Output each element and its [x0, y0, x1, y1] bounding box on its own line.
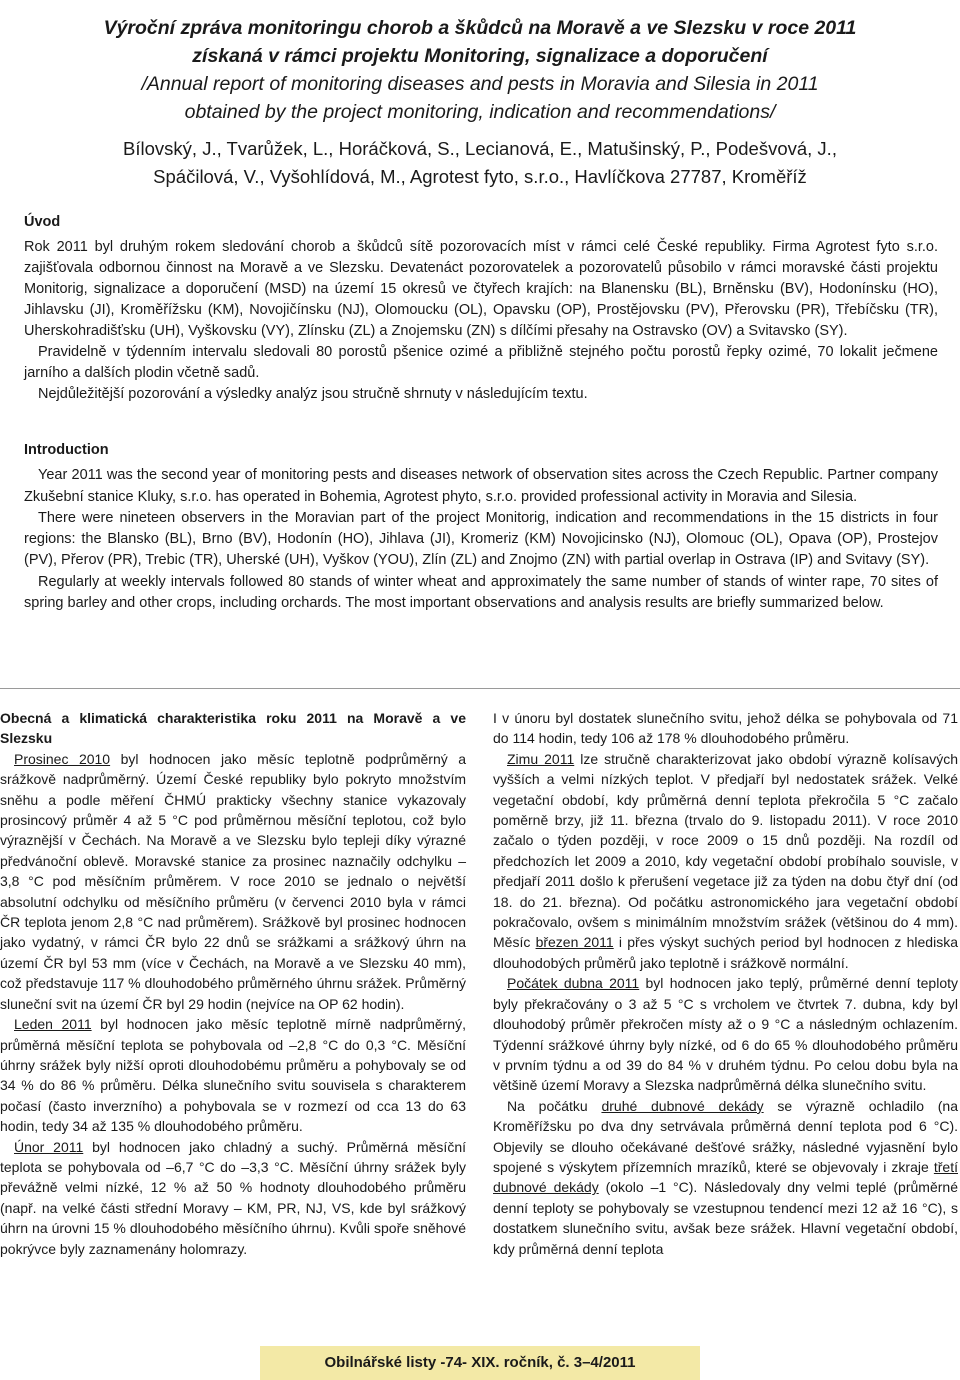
right-paragraph-3-text-c: (okolo –1 °C). Následovaly dny velmi teplé (průměrné denní teploty se pohybovaly se vzestupnou tendencí mezi 12 až 16 °C), s dostatkem slunečního svitu, avšak beze srážek. Hlavní vegetační období, kdy průměrná denní teplota [493, 1179, 958, 1257]
intro-cz-paragraph-1: Rok 2011 byl druhým rokem sledování chorob a škůdců sítě pozorovacích míst v rámci celé České republiky. Firma Agrotest fyto s.r.o. zajišťovala odbornou činnost na Moravě a ve Slezsku. Devatenáct pozorovatelek a pozorovatelů působilo v rámci moravské části projektu Monitorig, signalizace a doporučení (MSD) na území 15 okresů ve čtyřech krajích: na Blanensku (BL), Brněnsku (BV), Hodonínsku (HO), Jihlavsku (JI), Kroměřížsku (KM), Novojičínsku (NJ), Olomoucku (OL), Opavsku (OP), Prostějovsku (PV), Přerovsku (PR), Třebíčsku (TR), Uherskohradišťsku (UH), Vyškovsku (VY), Zlínsku (ZL) a Znojemsku (ZN) s dílčími přesahy na Ostravsko (OV) a Svitavsko (SY). [24, 239, 938, 339]
intro-cz-paragraph-3: Nejdůležitější pozorování a výsledky analýz jsou stručně shrnuty v následujícím textu. [38, 386, 588, 402]
journal-footer: Obilnářské listy -74- XIX. ročník, č. 3–4/2011 [260, 1346, 700, 1380]
left-paragraph-3-text: byl hodnocen jako chladný a suchý. Průměrná měsíční teplota se pohybovala od –6,7 °C do –3,3 °C. Měsíční úhrny srážek byly převážně velmi nízké, 12 % až 50 % hodnoty dlouhodobého průměru (např. na velké části střední Moravy – KM, PR, NJ, VS, kde byl srážkový úhrn na úrovni 15 % dlouhodobého měsíčního úhrnu). Kvůli spoře sněhové pokrývce byly zaznamenány holomrazy. [0, 1138, 466, 1257]
january-2011-label: Leden 2011 [14, 1016, 92, 1033]
left-paragraph-3 [0, 1137, 466, 1259]
right-paragraph-1-text: lze stručně charakterizovat jako období výrazně kolísavých vyšších a velmi nízkých teplot. V předjaří byl nedostatek srážek. Velké vegetační období, kdy průměrná denní teplota překročila 5 °C začalo poměrně brzy, již 11. března (trvalo do 9. listopadu 2011). V roce 2010 začalo o týden později, v roce 2009 o 15 dnů později. Na rozdíl od předchozích let 2009 a 2010, kdy vegetační období probíhalo souvisle, v předjaří 2011 došlo k přerušení vegetace již za týden na dobu čtyř dní (od 18. do 21. března). Od počátku astronomického jara vegetační období pokračovalo, ovšem s minimálním množstvím srážek (většinou do 4 mm). Měsíc [493, 750, 958, 951]
intro-en-heading: Introduction [24, 442, 109, 458]
left-column [0, 708, 466, 1259]
climate-heading: Obecná a klimatická charakteristika roku 2011 na Moravě a ve Slezsku [0, 710, 466, 747]
title-cz-line-1: Výroční zpráva monitoringu chorob a škůdců na Moravě a ve Slezsku v roce 2011 [103, 17, 857, 39]
left-paragraph-2-text: byl hodnocen jako měsíc teplotně mírně nadprůměrný, průměrná měsíční teplota se pohybovala od –2,8 °C do 0,3 °C. Měsíční úhrny srážek byly nižší oproti dlouhodobému průměru a pohybovaly se od 34 % do 86 % průměru. Délka slunečního svitu souvisela s charakterem počasí (často inverzního) a pohybovala se v rozmezí od cca 13 do 63 hodin, tedy 34 až 135 % dlouhodobého průměru. [0, 1016, 466, 1135]
left-paragraph-1-text: byl hodnocen jako měsíc teplotně podprůměrný a srážkově nadprůměrný. Území České republiky bylo pokryto množstvím sněhu a podle měření ČHMÚ prakticky všechny stanice vykazovaly prosincový průměr 4 až 5 °C pod průměrnou měsíční teplotou, což bylo výraznější v Čechách. Na Moravě a ve Slezsku bylo tepleji díky výrazné předvánoční oblevě. Moravské stanice za prosinec naznačily odchylku –3,8 °C pod měsíčním průměrem. V roce 2010 se jednalo o největší absolutní odchylku od měsíčního průměru (v červenci 2010 byla v rámci ČR teplota jenom 2,8 °C nad průměrem). Srážkově byl prosinec hodnocen jako vydatný, v rámci ČR bylo 22 dnů se srážkami a srážkový úhrn na území ČR byl 53 mm (více v Čechách, na Moravě a ve Slezsku 40 mm), což představuje 117 % dlouhodobého průměrného úhrnu srážek. Průměrný sluneční svit na území ČR byl 29 hodin (nejvíce na OP 62 hodin). [0, 750, 466, 1012]
winter-2011-label: Zimu 2011 [507, 750, 575, 767]
right-paragraph-3-text-a: Na počátku [507, 1097, 602, 1114]
authors [60, 135, 900, 191]
title-en-line-1: /Annual report of monitoring diseases and pests in Moravia and Silesia in 2011 [141, 73, 819, 95]
intro-en-section [24, 440, 938, 614]
second-april-decade-label: druhé dubnové dekády [601, 1097, 764, 1114]
right-paragraph-3-text-b: se výrazně ochladilo (na Kroměřížsku po dva dny setrvávala průměrná denní teplota pod 6 °C). Objevily se dlouho očekávané dešťové srážky, následné vyjasnění bylo spojené s výskytem přízemních mrazíků, které se objevovaly i zkraje [493, 1097, 958, 1175]
right-paragraph-1-text-b: i přes výskyt suchých period byl hodnocen z hlediska dlouhodobých průměrů jako teplotně i srážkově normální. [493, 934, 958, 971]
april-start-label: Počátek dubna 2011 [507, 975, 640, 992]
title-en-line-2: obtained by the project monitoring, indication and recommendations/ [184, 101, 776, 123]
right-column [493, 708, 958, 1259]
right-paragraph-0: I v únoru byl dostatek slunečního svitu, jehož délka se pohybovala od 71 do 114 hodin, tedy 106 až 178 % dlouhodobého průměru. [493, 710, 958, 747]
intro-cz-paragraph-2: Pravidelně v týdenním intervalu sledovali 80 porostů pšenice ozimé a přibližně stejného počtu porostů řepky ozimé, 70 lokalit ječmene jarního a dalších plodin včetně sadů. [24, 344, 938, 381]
intro-cz-section [24, 212, 938, 405]
section-divider [0, 688, 960, 689]
intro-en-paragraph-2: There were nineteen observers in the Moravian part of the project Monitorig, indication and recommendations in the 15 districts in four regions: the Blansko (BL), Brno (BV), Hodonín (HO), Jihlava (JI), Kromeriz (KM) Novojicinsko (NJ), Olomouc (OL), Opava (OP), Prostejov (PV), Přerov (PR), Trebic (TR), Uherské (UH), Vyškov (YOU), Zlín (ZL) and Znojmo (ZN) with partial overlap in Ostrava (IP) and Svitavy (SY). [24, 509, 938, 569]
authors-line-1: Bílovský, J., Tvarůžek, L., Horáčková, S., Lecianová, E., Matušinský, P., Podešvová, J., [123, 138, 837, 159]
right-paragraph-1 [493, 749, 958, 973]
left-paragraph-2 [0, 1014, 466, 1136]
february-2011-label: Únor 2011 [14, 1138, 84, 1155]
intro-en-paragraph-3: Regularly at weekly intervals followed 80 stands of winter wheat and approximately the same number of stands of winter rape, 70 sites of spring barley and other crops, including orchards. The most important observations and analysis results are briefly summarized below. [24, 573, 938, 612]
right-paragraph-2 [493, 973, 958, 1095]
right-paragraph-3 [493, 1096, 958, 1259]
title-cz-line-2: získaná v rámci projektu Monitoring, signalizace a doporučení [192, 45, 768, 67]
intro-cz-heading: Úvod [24, 214, 61, 230]
left-paragraph-1 [0, 749, 466, 1014]
third-april-decade-label: třetí dubnové dekády [493, 1158, 958, 1196]
march-2011-label: březen 2011 [535, 934, 614, 951]
article-title [60, 14, 900, 126]
intro-en-paragraph-1: Year 2011 was the second year of monitoring pests and diseases network of observation sites across the Czech Republic. Partner company Zkušební stanice Kluky, s.r.o. has operated in Bohemia, Agrotest phyto, s.r.o. provided professional activity in Moravia and Silesia. [24, 467, 938, 505]
right-paragraph-2-text: byl hodnocen jako teplý, průměrné denní teploty byly překračovány o 3 až 5 °C s vrcholem ve čtvrtek 7. dubna, kdy byl dlouhodobý průměr překročen místy až o 9 °C a následným ochlazením. Týdenní srážkové úhrny byly nízké, od 6 do 65 % dlouhodobého průměru v prvním týdnu a od 39 do 84 % v druhém týdnu. Po celou dobu byla na většině území Moravy a Slezska nadprůměrná délka slunečního svitu. [493, 975, 958, 1094]
authors-line-2: Spáčilová, V., Vyšohlídová, M., Agrotest fyto, s.r.o., Havlíčkova 27787, Kroměříž [153, 166, 807, 187]
december-2010-label: Prosinec 2010 [14, 750, 111, 767]
